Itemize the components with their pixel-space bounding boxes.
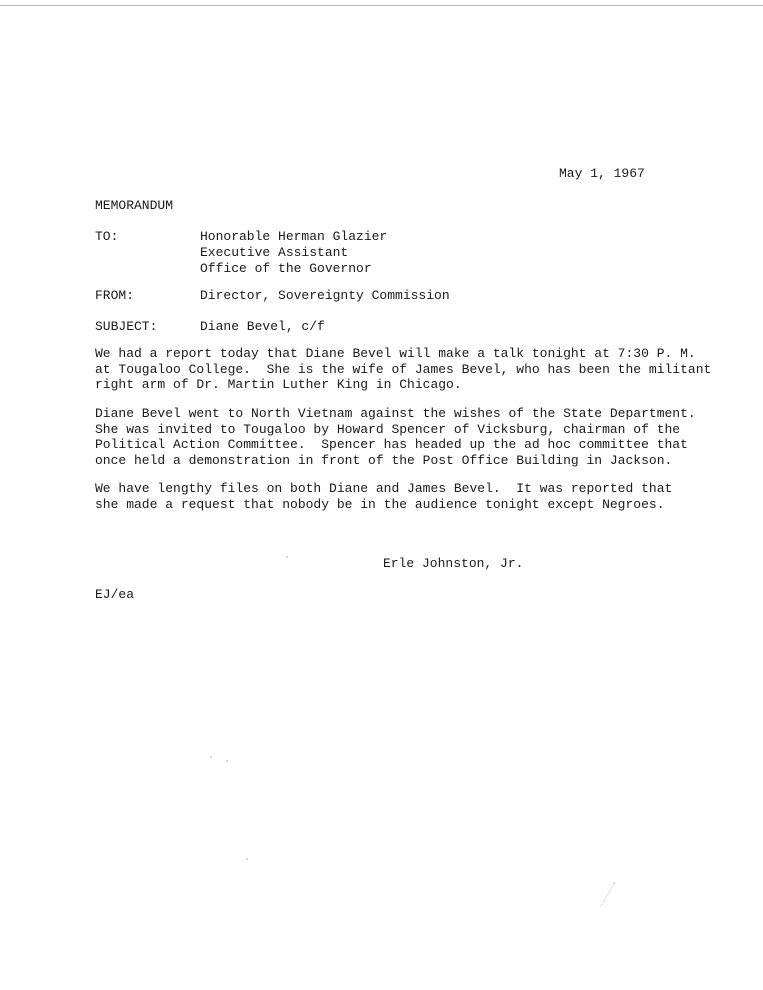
from-sender: Director, Sovereignty Commission bbox=[200, 288, 450, 303]
typist-initials: EJ/ea bbox=[95, 587, 135, 602]
subject-value: Diane Bevel, c/f bbox=[200, 319, 325, 334]
body-paragraph-1: We had a report today that Diane Bevel will make a talk tonight at 7:30 P. M. at Tougaloo College. She is the wife of James Bevel, who has been the militant right arm of Dr. Martin Luther King in Chicago. bbox=[95, 346, 712, 392]
signature-line: Erle Johnston, Jr. bbox=[383, 556, 524, 571]
scan-top-edge bbox=[0, 5, 763, 6]
to-recipient: Honorable Herman Glazier Executive Assistant Office of the Governor bbox=[200, 229, 388, 276]
memo-heading: MEMORANDUM bbox=[95, 198, 174, 213]
body-paragraph-2: Diane Bevel went to North Vietnam against the wishes of the State Department. She was invited to Tougaloo by Howard Spencer of Vicksburg, chairman of the Political Action Committee. Spencer has headed up the ad hoc committee that once held a demonstration in front of the Post Office Building in Jackson. bbox=[95, 406, 696, 468]
memo-date: May 1, 1967 bbox=[559, 166, 645, 181]
scan-speck bbox=[226, 760, 228, 762]
scan-mark bbox=[600, 882, 630, 916]
scan-speck bbox=[210, 756, 212, 758]
from-label: FROM: bbox=[95, 288, 135, 303]
to-label: TO: bbox=[95, 229, 119, 244]
subject-label: SUBJECT: bbox=[95, 319, 158, 334]
scan-speck bbox=[286, 556, 288, 558]
scan-speck bbox=[246, 858, 248, 860]
body-paragraph-3: We have lengthy files on both Diane and James Bevel. It was reported that she made a request that nobody be in the audience tonight except Negroes. bbox=[95, 481, 673, 512]
